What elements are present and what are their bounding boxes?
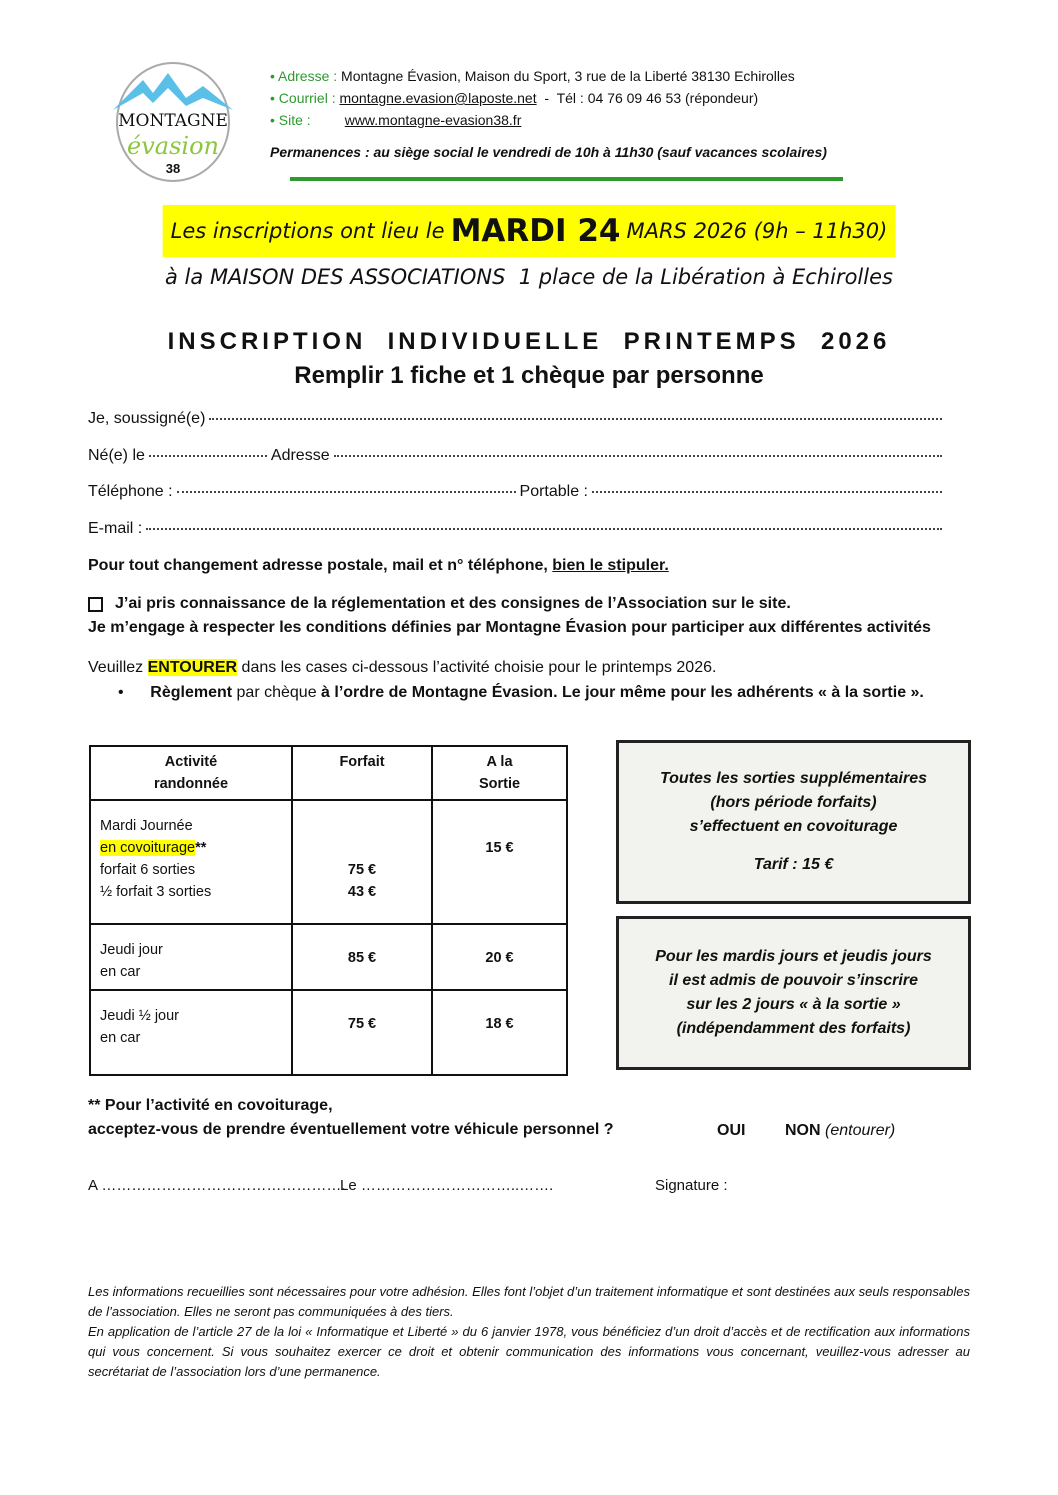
- email-field[interactable]: [88, 520, 946, 538]
- site-link[interactable]: www.montagne-evasion38.fr: [344, 112, 522, 128]
- birth-address-field[interactable]: [88, 447, 946, 465]
- name-label: Je, soussigné(e): [88, 410, 206, 427]
- covoit-question: ** Pour l’activité en covoiturage, acceptez-vous de prendre éventuellement votre véhicule personnel ?: [88, 1097, 614, 1138]
- logo-evasion: évasion: [127, 132, 219, 160]
- phone-field[interactable]: [88, 483, 946, 501]
- page-subtitle: Remplir 1 fiche et 1 chèque par personne: [294, 362, 764, 389]
- extra-outings-box: Toutes les sorties supplémentaires (hors période forfaits) s’effectuent en covoiturage Tarif : 15 €: [616, 740, 971, 904]
- mail-label: • Courriel :: [270, 90, 336, 106]
- acknowledge-checkbox-row[interactable]: [88, 595, 791, 613]
- signature-field[interactable]: Signature :: [655, 1177, 728, 1194]
- payment-note: • Règlement par chèque à l’ordre de Montagne Évasion. Le jour même pour les adhérents « à la sortie ».: [118, 684, 924, 701]
- location: à la MAISON DES ASSOCIATIONS 1 place de la Libération à Echirolles: [165, 265, 893, 289]
- mobile-label: Portable :: [519, 483, 588, 500]
- table-row[interactable]: Jeudi jour en car 85 € 20 €: [90, 924, 567, 990]
- oui-option[interactable]: OUI: [717, 1122, 746, 1139]
- logo-text: MONTAGNE: [118, 111, 228, 131]
- col-activity: Activité randonnée: [90, 746, 292, 800]
- address-field-label: Adresse: [270, 447, 330, 464]
- col-forfait: Forfait: [292, 746, 432, 800]
- name-field[interactable]: [88, 410, 946, 428]
- banner: [163, 205, 896, 257]
- privacy-footer: Les informations recueillies sont nécessaires pour votre adhésion. Elles font l’objet d’un traitement informatique et sont destinées aux seuls responsables de l’association. Elles ne seront pas communiquées à des tiers. En application de l’article 27 de la loi « Informatique et Liberté » du 6 janvier 1978, vous bénéficiez d’un droit d’accès et de rectification aux informations qui vous concernent. Si vous souhaitez exercer ce droit et obtenir communication des informations vous concernant, veuillez-vous adresser au secrétariat de l’association lors d’une permanence.: [88, 1284, 970, 1379]
- table-row[interactable]: Mardi Journée en covoiturage** forfait 6 sorties ½ forfait 3 sorties 75 € 43 € 15 €: [90, 800, 567, 924]
- place-field[interactable]: A ………………………………………….: [88, 1177, 346, 1194]
- checkbox-icon[interactable]: [88, 597, 103, 612]
- non-option[interactable]: NON (entourer): [785, 1122, 896, 1139]
- col-sortie: A la Sortie: [432, 746, 567, 800]
- page-title: INSCRIPTION INDIVIDUELLE PRINTEMPS 2026: [167, 328, 891, 355]
- info-box: Pour les mardis jours et jeudis jours il est admis de pouvoir s’inscrire sur les 2 jours « à la sortie » (indépendamment des forfaits): [616, 916, 971, 1070]
- checkbox-label: J’ai pris connaissance de la réglementation et des consignes de l’Association sur le site.: [115, 595, 791, 612]
- contact-header: [270, 65, 970, 163]
- banner-pre: Les inscriptions ont lieu le: [170, 219, 445, 243]
- email-link[interactable]: montagne.evasion@laposte.net: [339, 90, 537, 106]
- email-label: E-mail :: [88, 520, 143, 537]
- birth-label: Né(e) le: [88, 447, 145, 464]
- address-label: • Adresse :: [270, 68, 338, 84]
- banner-date: MARDI 24: [450, 213, 621, 249]
- header-divider: [290, 177, 843, 181]
- table-row[interactable]: Jeudi ½ jour en car 75 € 18 €: [90, 990, 567, 1075]
- phone-label: Téléphone :: [88, 483, 173, 500]
- banner-post: MARS 2026 (9h – 11h30): [626, 219, 888, 243]
- logo-number: 38: [165, 161, 181, 176]
- engagement: Je m’engage à respecter les conditions définies par Montagne Évasion pour participer aux différentes activités: [88, 619, 931, 636]
- permanences: Permanences : au siège social le vendredi de 10h à 11h30 (sauf vacances scolaires): [270, 144, 827, 160]
- phone: - Tél : 04 76 09 46 53 (répondeur): [536, 90, 759, 106]
- logo: [108, 60, 238, 184]
- address: Montagne Évasion, Maison du Sport, 3 rue de la Liberté 38130 Echirolles: [337, 68, 795, 84]
- instruction: Veuillez ENTOURER dans les cases ci-dessous l’activité choisie pour le printemps 2026.: [88, 659, 717, 676]
- date-field[interactable]: Le …………………………..…….: [340, 1177, 554, 1194]
- change-note: Pour tout changement adresse postale, mail et n° téléphone, bien le stipuler.: [88, 557, 669, 574]
- activity-table: [89, 745, 568, 1076]
- site-label: • Site :: [270, 112, 311, 128]
